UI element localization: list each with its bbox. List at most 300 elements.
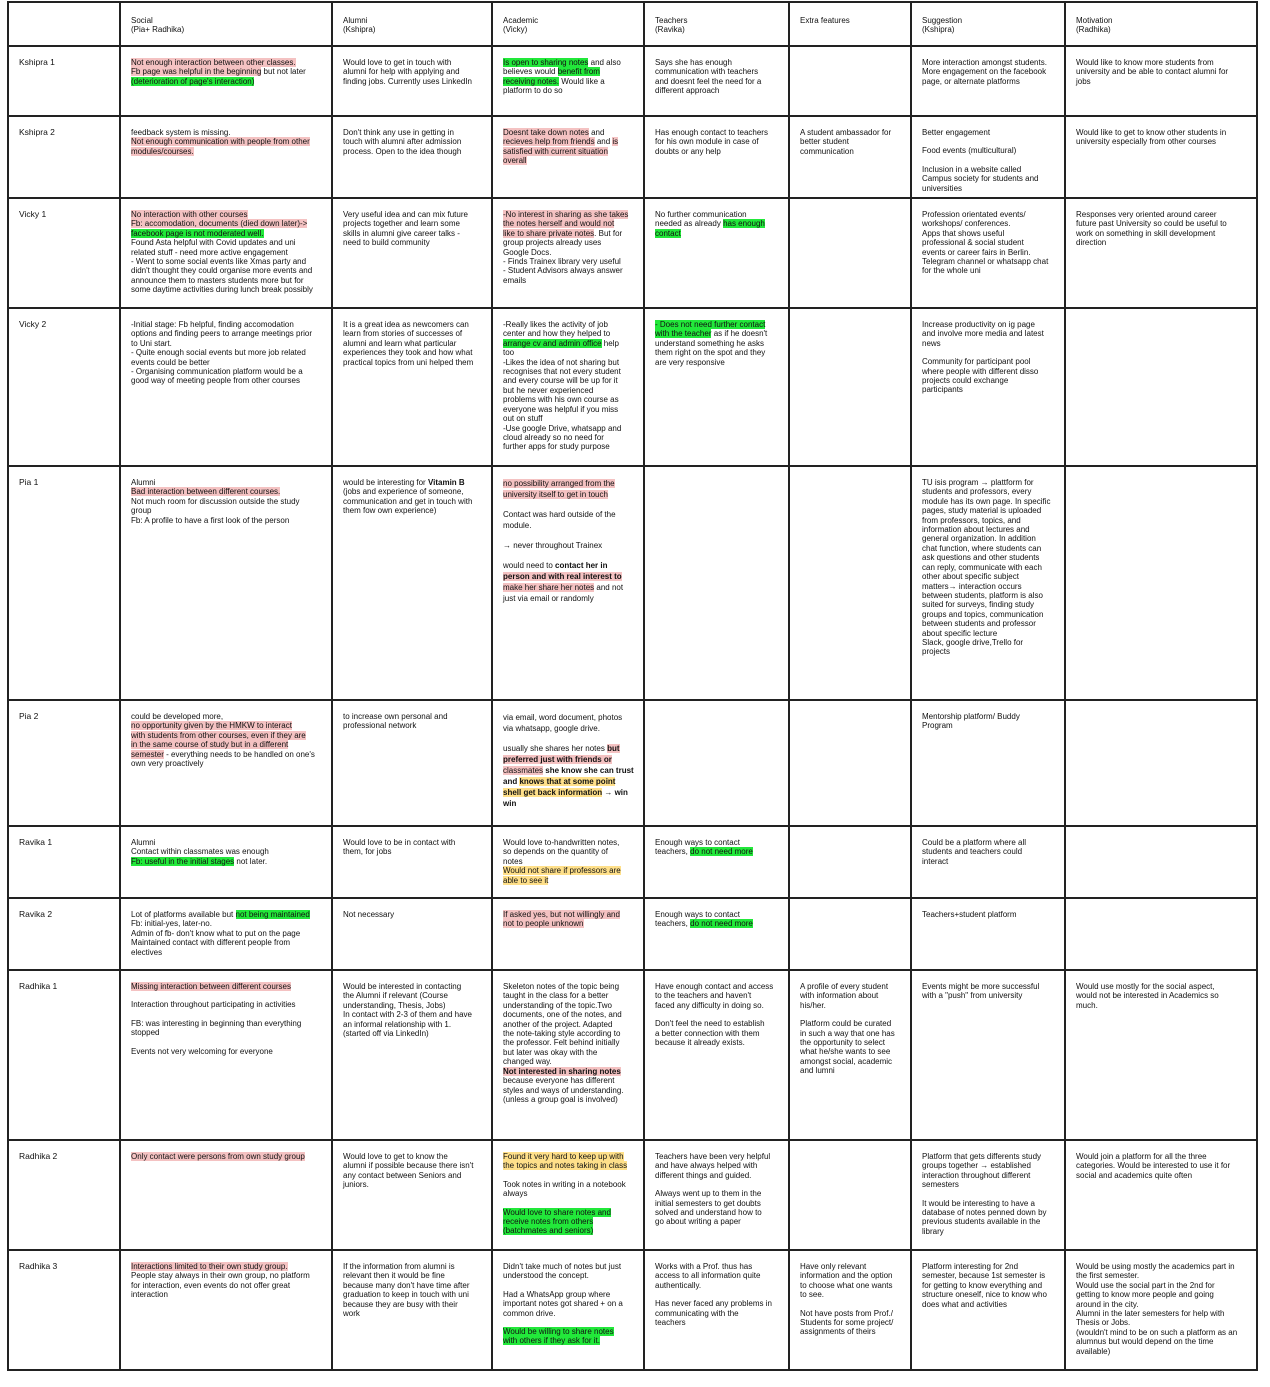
participant-name: Vicky 2	[8, 308, 120, 466]
text-segment: library	[922, 1226, 944, 1236]
header-subtitle: (Vicky)	[503, 25, 528, 35]
text-segment: students and teachers could	[922, 847, 1023, 857]
text-segment: to Uni start.	[131, 338, 172, 348]
text-line	[503, 1020, 635, 1029]
text-line	[131, 285, 323, 294]
table-row	[8, 700, 1257, 826]
text-segment: (started off via LinkedIn)	[343, 1029, 429, 1039]
text-line	[655, 329, 780, 338]
text-line	[131, 478, 323, 487]
text-line	[503, 367, 635, 376]
participant-name: Radhika 1	[8, 970, 120, 1140]
table-row	[8, 466, 1257, 700]
text-segment: Students for some project/	[800, 1318, 894, 1328]
text-line	[922, 563, 1056, 572]
highlight-green: receiving notes.	[503, 76, 560, 86]
text-line	[503, 787, 635, 798]
text-segment: university especially from other courses	[1076, 137, 1217, 147]
highlight-green: benefit from	[557, 67, 600, 77]
cell-motivation	[1065, 1250, 1257, 1370]
highlight-green: arrange cv and admin office	[503, 338, 602, 348]
text-segment: the professor. Felt behind initially	[503, 1038, 620, 1048]
text-line	[503, 320, 635, 329]
cell-social	[120, 700, 332, 826]
text-segment: - Organising communication platform would be a	[131, 367, 303, 377]
text-segment: but he never experienced	[503, 385, 594, 395]
text-line	[343, 1271, 483, 1280]
text-line	[131, 938, 323, 947]
text-segment: → win	[602, 788, 628, 798]
text-segment: them, for jobs	[343, 847, 392, 857]
text-segment: the Alumni if relevant (Course	[343, 991, 448, 1001]
highlight-red: is	[612, 137, 619, 147]
text-line	[503, 1262, 635, 1271]
text-line	[503, 1226, 635, 1235]
text-line	[922, 838, 1056, 847]
line-gap	[503, 551, 635, 560]
text-segment: general organization. In addition	[922, 534, 1036, 544]
text-line	[655, 128, 780, 137]
text-line	[922, 1281, 1056, 1290]
text-line	[922, 1262, 1056, 1271]
highlight-red: university itself to get in touch	[503, 490, 608, 500]
participant-name: Ravika 1	[8, 826, 120, 898]
text-segment: amongst social, academic	[800, 1056, 893, 1066]
text-segment: she know she can trust	[543, 766, 634, 776]
text-segment: getting to know more people and going	[1076, 1290, 1214, 1300]
cell-extra-features	[789, 308, 911, 466]
text-line	[131, 266, 323, 275]
text-segment: previous students available in the	[922, 1217, 1041, 1227]
text-line	[1076, 1171, 1248, 1180]
text-line	[503, 1208, 635, 1217]
text-line	[655, 67, 780, 76]
text-segment: Would like to know more students from	[1076, 58, 1214, 67]
text-segment: from professors, topics, and	[922, 515, 1021, 525]
text-line	[503, 982, 635, 991]
text-segment: Inclusion in a website called	[922, 164, 1022, 174]
text-line	[503, 58, 635, 67]
text-line	[922, 1271, 1056, 1280]
text-line	[922, 238, 1056, 247]
text-segment: Would join a platform for all the three	[1076, 1152, 1207, 1162]
text-line	[503, 1001, 635, 1010]
text-segment: the opportunity to select	[800, 1038, 885, 1048]
text-segment: Skeleton notes of the topic being	[503, 982, 620, 992]
text-line	[503, 137, 635, 146]
text-line	[343, 238, 483, 247]
text-line	[503, 754, 635, 765]
text-segment: electives	[131, 947, 163, 957]
text-line	[503, 838, 635, 847]
header-subtitle: (Radhika)	[1076, 25, 1111, 35]
text-segment: help	[601, 338, 619, 348]
text-segment: and also	[588, 58, 621, 67]
highlight-green: facebook page is not moderated well.	[131, 228, 264, 238]
text-line	[655, 991, 780, 1000]
header-title: Academic	[503, 16, 539, 25]
text-line	[503, 386, 635, 395]
text-segment: communicating with the	[655, 1308, 739, 1318]
text-line	[343, 1300, 483, 1309]
highlight-red: semester	[131, 749, 164, 759]
cell-extra-features	[789, 46, 911, 116]
text-line	[503, 395, 635, 404]
text-segment: Alumni	[131, 478, 156, 488]
text-segment: structure oneself, nice to know who	[922, 1290, 1047, 1300]
text-segment: It is a great idea as newcomers can	[343, 320, 469, 330]
text-line	[343, 910, 483, 919]
text-segment: a better connection with them	[655, 1028, 760, 1038]
text-line	[1076, 1161, 1248, 1170]
text-line	[1076, 58, 1248, 67]
text-line	[800, 1047, 902, 1056]
line-gap	[503, 1199, 635, 1208]
text-segment: understanding, Thesis, Jobs)	[343, 1000, 446, 1010]
text-segment: teachers,	[655, 847, 691, 857]
text-segment: and	[503, 777, 520, 787]
text-segment: changed way.	[503, 1057, 552, 1067]
text-line	[503, 1271, 635, 1280]
text-segment: understand something he asks	[655, 338, 764, 348]
text-segment: win	[503, 799, 517, 809]
text-segment: In contact with 2-3 of them and have	[343, 1010, 472, 1020]
text-line	[922, 357, 1056, 366]
text-line	[800, 1066, 902, 1075]
line-gap	[922, 137, 1056, 146]
text-line	[655, 838, 780, 847]
text-line	[503, 910, 635, 919]
text-segment: module.	[503, 521, 532, 531]
line-gap	[655, 1290, 780, 1299]
text-segment: in such a way that one has	[800, 1028, 895, 1038]
header-title: Suggestion	[922, 16, 963, 25]
cell-extra-features	[789, 1250, 911, 1370]
cell-alumni	[332, 898, 492, 970]
cell-social	[120, 1250, 332, 1370]
cell-teachers	[644, 970, 789, 1140]
text-line	[131, 358, 323, 367]
text-line	[503, 1057, 635, 1066]
text-line	[922, 128, 1056, 137]
text-segment: Fb: A profile to have a first look of the person	[131, 515, 290, 525]
highlight-red: Fb: accomodation, documents (died down later)->	[131, 219, 308, 229]
text-line	[343, 58, 483, 67]
text-line	[503, 847, 635, 856]
text-line	[922, 982, 1056, 991]
text-line	[503, 1086, 635, 1095]
text-line	[800, 128, 902, 137]
text-line	[655, 86, 780, 95]
text-segment: Didn't take much of notes but just	[503, 1262, 622, 1272]
line-gap	[922, 1190, 1056, 1199]
header-academic	[492, 2, 644, 46]
text-segment: other about specific subject	[922, 572, 1019, 582]
line-gap	[131, 991, 323, 1000]
table-row	[8, 46, 1257, 116]
text-line	[1076, 1328, 1248, 1337]
cell-academic	[492, 826, 644, 898]
text-segment: Would like a	[559, 76, 605, 86]
cell-academic	[492, 466, 644, 700]
highlight-green: has enough	[723, 219, 765, 229]
text-segment: Events might be more successful	[922, 982, 1040, 992]
highlight-red: in the same course of study but in a different	[131, 740, 289, 750]
text-line	[503, 339, 635, 348]
text-line	[1076, 982, 1248, 991]
text-segment: Works with a Prof. thus has	[655, 1262, 753, 1272]
text-line	[922, 910, 1056, 919]
text-segment: Contact was hard outside of the	[503, 510, 616, 520]
cell-suggestion	[911, 46, 1065, 116]
text-line	[503, 1048, 635, 1057]
text-line	[1076, 1271, 1248, 1280]
text-segment: common drive.	[503, 1308, 556, 1318]
text-segment: to increase own personal and	[343, 712, 448, 722]
cell-extra-features	[789, 826, 911, 898]
cell-suggestion	[911, 700, 1065, 826]
header-title: Social	[131, 16, 153, 25]
text-segment: skills in alumni give career talks -	[343, 228, 460, 238]
header-subtitle: (Pia+ Radhika)	[131, 25, 185, 35]
text-segment: alumni if possible because there isn't	[343, 1161, 474, 1171]
text-line	[922, 857, 1056, 866]
text-segment: module has its own page. In specific	[922, 496, 1051, 506]
text-segment: projects together and learn some	[343, 219, 460, 229]
text-line	[503, 77, 635, 86]
text-line	[343, 1281, 483, 1290]
text-line	[922, 506, 1056, 515]
text-segment: relevant then it would be fine	[343, 1271, 445, 1281]
text-line	[131, 712, 323, 721]
text-line	[800, 1327, 902, 1336]
text-line	[922, 516, 1056, 525]
highlight-yellow: Found it very hard to keep up with	[503, 1152, 624, 1162]
text-line	[922, 1208, 1056, 1217]
highlight-green: - Does not need further contact	[655, 320, 766, 330]
text-line	[922, 67, 1056, 76]
text-segment: via whatsapp, google drive.	[503, 724, 600, 734]
text-line	[1076, 210, 1248, 219]
text-line	[922, 174, 1056, 183]
text-line	[655, 1171, 780, 1180]
participant-name: Pia 2	[8, 700, 120, 826]
text-segment: Not much room for discussion outside the study	[131, 496, 300, 506]
text-line	[1076, 1001, 1248, 1010]
text-line	[131, 210, 323, 219]
text-segment: alumni and learn what particular	[343, 338, 457, 348]
text-segment: because everyone has different	[503, 1076, 615, 1086]
text-line	[131, 147, 323, 156]
text-segment: professional & social student	[922, 238, 1024, 248]
text-segment: any contact between Seniors and	[343, 1170, 462, 1180]
text-line	[343, 721, 483, 730]
text-line	[503, 219, 635, 228]
header-title: Teachers	[655, 16, 688, 25]
text-segment: different things and guided.	[655, 1170, 752, 1180]
text-line	[800, 991, 902, 1000]
header-motivation	[1065, 2, 1257, 46]
text-line	[503, 520, 635, 531]
text-line	[922, 534, 1056, 543]
cell-academic	[492, 1140, 644, 1250]
text-segment: to see.	[800, 1290, 825, 1300]
text-line	[655, 1038, 780, 1047]
text-segment: stopped	[131, 1028, 160, 1038]
text-line	[131, 506, 323, 515]
cell-academic	[492, 700, 644, 826]
cell-social	[120, 198, 332, 308]
text-line	[343, 1010, 483, 1019]
cell-teachers	[644, 1140, 789, 1250]
text-segment: as if he doesn't	[711, 329, 768, 339]
text-segment: good way of meeting people from other courses	[131, 376, 300, 386]
text-segment: A profile of every student	[800, 982, 889, 992]
text-line	[503, 571, 635, 582]
text-segment: need to build community	[343, 238, 430, 248]
text-segment: Has never faced any problems in	[655, 1299, 772, 1309]
text-line	[131, 919, 323, 928]
text-line	[503, 991, 635, 1000]
text-segment: alumnus but would depend on the time	[1076, 1337, 1214, 1347]
text-line	[343, 1152, 483, 1161]
cell-alumni	[332, 970, 492, 1140]
text-line	[343, 982, 483, 991]
highlight-green: (batchmates and seniors)	[503, 1226, 594, 1236]
highlight-green: do not need more	[690, 919, 753, 929]
text-line	[655, 919, 780, 928]
text-segment: Don't think any use in getting in	[343, 128, 454, 137]
text-segment: If the information from alumni is	[343, 1262, 455, 1272]
text-segment: workshops/ conferences.	[922, 219, 1011, 229]
text-line	[131, 339, 323, 348]
text-line	[131, 67, 323, 76]
text-line	[922, 647, 1056, 656]
text-line	[655, 348, 780, 357]
text-line	[922, 497, 1056, 506]
text-line	[503, 1152, 635, 1161]
text-segment: Would like to get to know other students in	[1076, 128, 1227, 137]
highlight-green: receive notes from others	[503, 1217, 594, 1227]
text-segment: for getting to know everything and	[922, 1280, 1043, 1290]
cell-teachers	[644, 46, 789, 116]
highlight-red: Interactions limited to their own study group.	[131, 1262, 288, 1272]
text-segment: Have enough contact and access	[655, 982, 774, 992]
text-line	[343, 1029, 483, 1038]
text-segment: social and academics quite often	[1076, 1170, 1193, 1180]
text-segment: Admin of fb- don't know what to put on the page	[131, 928, 301, 938]
text-segment: → never throughout Trainex	[503, 541, 603, 551]
text-line	[1076, 219, 1248, 228]
text-line	[922, 376, 1056, 385]
text-segment: interaction throughout different	[922, 1170, 1031, 1180]
text-segment: cloud already so no need for	[503, 432, 604, 442]
highlight-red: make her share her notes	[503, 583, 595, 593]
text-segment: related stuff - need more active engagement	[131, 247, 288, 257]
cell-extra-features	[789, 198, 911, 308]
text-segment: More engagement on the facebook	[922, 67, 1047, 77]
text-line	[131, 948, 323, 957]
text-line	[655, 1161, 780, 1170]
line-gap	[503, 500, 635, 509]
text-segment: would not be interested in Academics so	[1076, 991, 1219, 1001]
text-segment: Had a WhatsApp group where	[503, 1289, 611, 1299]
text-segment: experiences they took and how what	[343, 348, 473, 358]
highlight-red: modules/courses.	[131, 146, 194, 156]
text-segment: events could be better	[131, 357, 210, 367]
text-line	[503, 414, 635, 423]
text-line	[131, 847, 323, 856]
text-line	[503, 582, 635, 593]
text-segment: because they are busy with their	[343, 1299, 458, 1309]
highlight-red: If asked yes, but not willingly and	[503, 910, 620, 920]
text-segment: recognises that not every student	[503, 367, 621, 377]
text-line	[503, 1189, 635, 1198]
text-line	[655, 1019, 780, 1028]
text-line	[343, 219, 483, 228]
text-line	[343, 339, 483, 348]
text-line	[503, 1290, 635, 1299]
text-line	[131, 1271, 323, 1280]
text-line	[503, 776, 635, 787]
line-gap	[503, 1171, 635, 1180]
cell-academic	[492, 46, 644, 116]
highlight-green: do not need more	[690, 847, 753, 857]
text-line	[131, 929, 323, 938]
text-line	[131, 1019, 323, 1028]
text-segment: TU isis program → plattform for	[922, 478, 1034, 488]
participant-name: Kshipra 2	[8, 116, 120, 198]
cell-academic	[492, 198, 644, 308]
text-segment: juniors.	[343, 1180, 369, 1190]
highlight-red: Not interested in sharing notes	[503, 1066, 621, 1076]
text-line	[655, 147, 780, 156]
text-segment: Always went up to them in the	[655, 1189, 762, 1199]
text-segment: because many don't have time after	[343, 1280, 470, 1290]
participant-name: Pia 1	[8, 466, 120, 700]
cell-alumni	[332, 198, 492, 308]
text-line	[343, 478, 483, 487]
text-line	[655, 1271, 780, 1280]
text-line	[1076, 1290, 1248, 1299]
text-segment: Campus society for students and	[922, 174, 1039, 184]
cell-social	[120, 1140, 332, 1250]
text-line	[922, 1227, 1056, 1236]
text-line	[922, 1180, 1056, 1189]
text-segment: (wouldn't mind to be on such a platform as an	[1076, 1327, 1238, 1337]
cell-motivation	[1065, 898, 1257, 970]
text-line	[131, 1028, 323, 1037]
text-segment: Alumni	[131, 838, 156, 848]
highlight-green: not being maintained	[235, 910, 310, 920]
cell-suggestion	[911, 898, 1065, 970]
text-segment: matters→ interaction occurs	[922, 581, 1022, 591]
text-line	[800, 1290, 902, 1299]
text-segment: Better engagement	[922, 128, 991, 137]
text-line	[800, 1281, 902, 1290]
header-title: Extra features	[800, 16, 850, 25]
text-line	[922, 610, 1056, 619]
text-segment: Google Docs.	[503, 247, 552, 257]
text-segment: understood the concept.	[503, 1271, 589, 1281]
text-line	[131, 1281, 323, 1290]
text-line	[343, 229, 483, 238]
text-line	[1076, 238, 1248, 247]
cell-academic	[492, 970, 644, 1140]
text-line	[503, 276, 635, 285]
text-line	[503, 1161, 635, 1170]
text-line	[131, 77, 323, 86]
